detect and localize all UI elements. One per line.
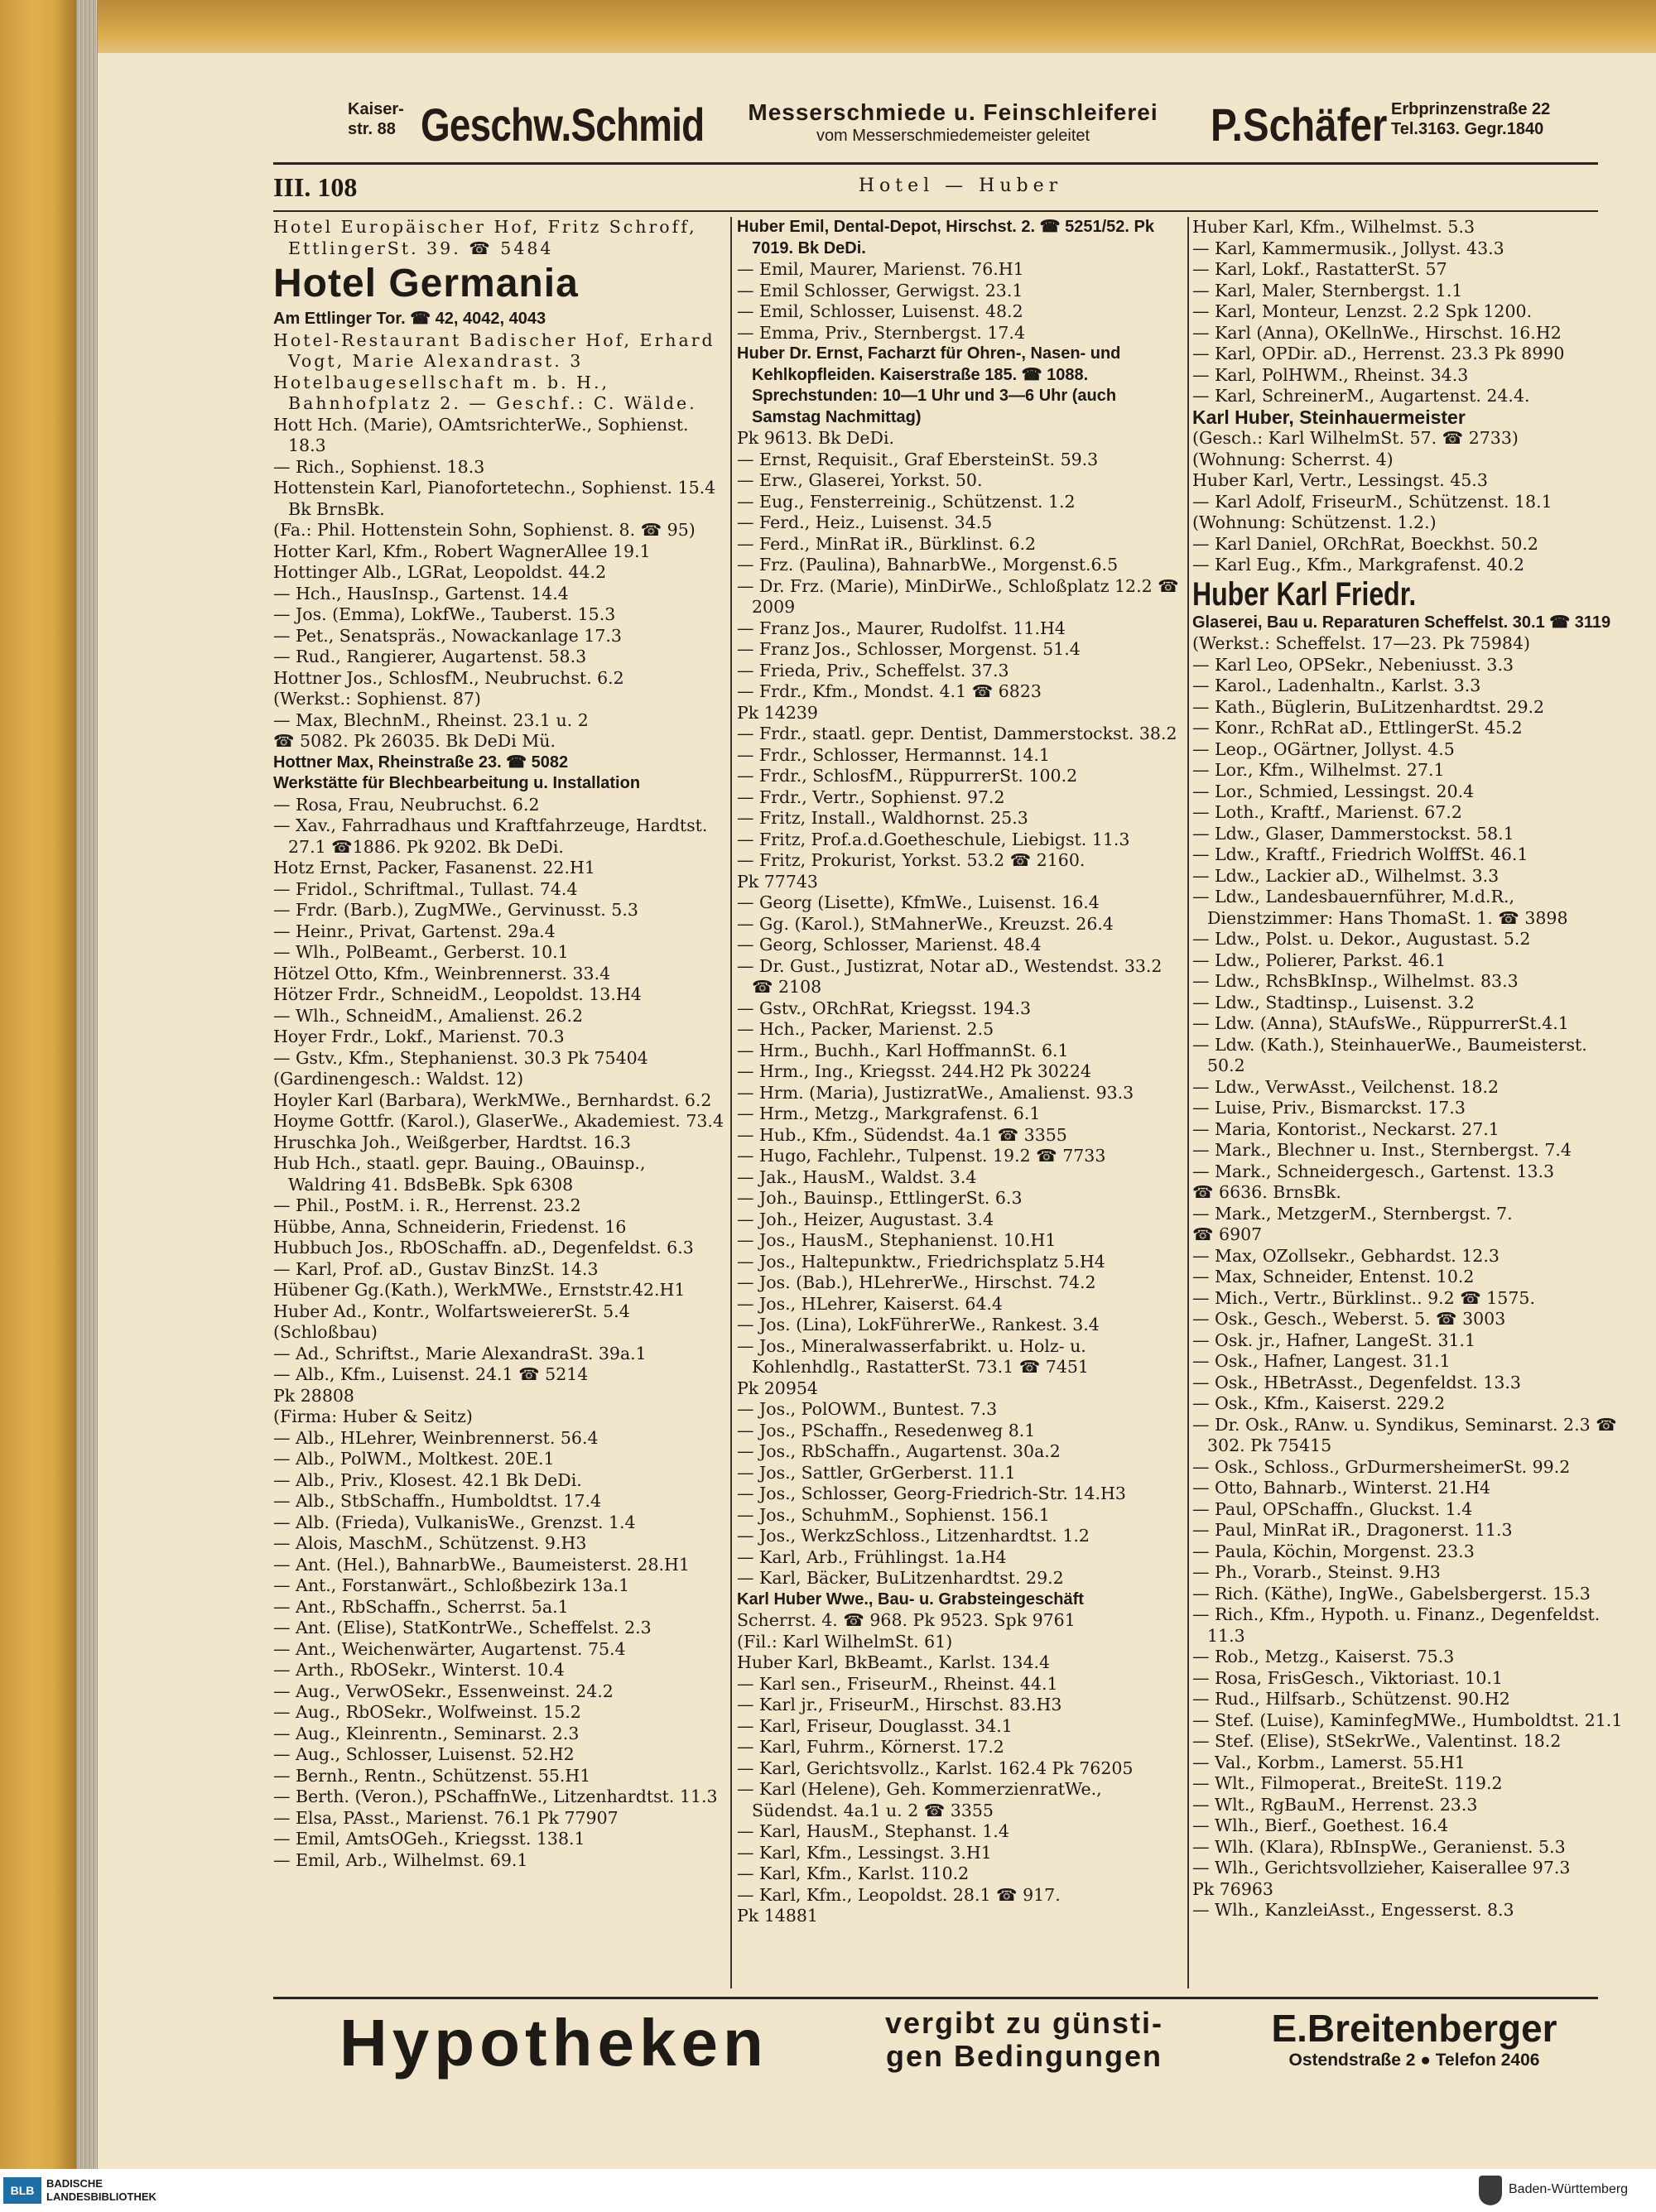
directory-entry: Hotel-Restaurant Badischer Hof, Erhard Vogt, Marie Alexandrast. 3 <box>273 329 715 371</box>
directory-entry: ☎ 6636. BrnsBk. <box>1192 1182 1341 1202</box>
directory-entry: — Hrm., Buchh., Karl HoffmannSt. 6.1 <box>737 1040 1069 1060</box>
directory-entry: (Schloßbau) <box>273 1322 378 1342</box>
directory-entry: — Georg, Schlosser, Marienst. 48.4 <box>737 935 1042 955</box>
directory-entry: Hottinger Alb., LGRat, Leopoldst. 44.2 <box>273 562 607 582</box>
directory-entry: — Karl (Anna), OKellnWe., Hirschst. 16.H2 <box>1192 322 1562 343</box>
directory-entry: — Loth., Kraftf., Marienst. 67.2 <box>1192 802 1462 822</box>
directory-entry: — Karl Adolf, FriseurM., Schützenst. 18.1 <box>1192 491 1552 512</box>
directory-entry: — Aug., RbOSekr., Wolfweinst. 15.2 <box>273 1702 581 1722</box>
book-binding <box>0 0 76 2169</box>
directory-entry: Karl Huber Wwe., Bau- u. Grabsteingeschäft <box>737 1589 1084 1609</box>
directory-entry: — Paul, MinRat iR., Dragonerst. 11.3 <box>1192 1520 1513 1540</box>
directory-entry: (Gesch.: Karl WilhelmSt. 57. ☎ 2733) <box>1192 428 1519 448</box>
directory-entry: — Osk., HBetrAsst., Degenfeldst. 13.3 <box>1192 1372 1521 1392</box>
running-head-rule <box>273 210 1598 212</box>
directory-entry: — Karl, Bäcker, BuLitzenhardtst. 29.2 <box>737 1568 1064 1588</box>
directory-entry: — Jos., SchuhmM., Sophienst. 156.1 <box>737 1504 1050 1525</box>
ad-hypotheken-terms: vergibt zu günsti- gen Bedingungen <box>885 2006 1163 2073</box>
directory-entry: — Fritz, Install., Waldhornst. 25.3 <box>737 808 1028 828</box>
directory-entry: — Lor., Kfm., Wilhelmst. 27.1 <box>1192 760 1445 780</box>
directory-entry: — Val., Korbm., Lamerst. 55.H1 <box>1192 1752 1466 1772</box>
directory-entry: — Rob., Metzg., Kaiserst. 75.3 <box>1192 1647 1455 1666</box>
page-top-strip <box>98 0 1656 53</box>
baden-wuerttemberg-label: Baden-Württemberg <box>1509 2182 1629 2196</box>
directory-entry: — Alb. (Frieda), VulkanisWe., Grenzst. 1.4 <box>273 1512 636 1532</box>
directory-entry: — Jos., PolOWM., Buntest. 7.3 <box>737 1399 998 1419</box>
directory-entry: — Frdr., SchlosfM., RüppurrerSt. 100.2 <box>737 766 1078 786</box>
directory-entry: — Karl Leo, OPSekr., Nebeniusst. 3.3 <box>1192 654 1514 675</box>
directory-entry: — Karl, HausM., Stephanst. 1.4 <box>737 1821 1009 1841</box>
directory-entry: — Rosa, FrisGesch., Viktoriast. 10.1 <box>1192 1667 1503 1688</box>
directory-entry: — Jos., Mineralwasserfabrikt. u. Holz- u. Kohlenhdlg., RastatterSt. 73.1 ☎ 7451 <box>737 1335 1089 1377</box>
directory-entry: — Karl, Lokf., RastatterSt. 57 <box>1192 259 1447 279</box>
directory-entry: Hoyer Frdr., Lokf., Marienst. 70.3 <box>273 1027 565 1046</box>
ad-breitenberger-address: Ostendstraße 2 ● Telefon 2406 <box>1288 2051 1540 2070</box>
directory-entry: Pk 20954 <box>737 1378 818 1398</box>
ad-p-schaefer: P.Schäfer <box>1211 99 1388 151</box>
directory-entry: — Ant., Weichenwärter, Augartenst. 75.4 <box>273 1638 626 1659</box>
directory-entry: — Karl, Fuhrm., Körnerst. 17.2 <box>737 1737 1004 1757</box>
directory-entry: Hotel Europäischer Hof, Fritz Schroff, EttlingerSt. 39. ☎ 5484 <box>273 217 697 258</box>
directory-entry: — Ldw., Kraftf., Friedrich WolffSt. 46.1 <box>1192 844 1528 864</box>
directory-entry: — Rosa, Frau, Neubruchst. 6.2 <box>273 794 540 815</box>
directory-entry: Huber Karl, Vertr., Lessingst. 45.3 <box>1192 470 1488 490</box>
directory-entry: — Wlh., Gerichtsvollzieher, Kaiserallee 97.3 <box>1192 1858 1571 1878</box>
directory-entry: ☎ 6907 <box>1192 1224 1263 1244</box>
directory-entry: — Osk. jr., Hafner, LangeSt. 31.1 <box>1192 1330 1476 1350</box>
directory-entry: — Karl jr., FriseurM., Hirschst. 83.H3 <box>737 1695 1062 1714</box>
directory-entry: — Wlt., Filmoperat., BreiteSt. 119.2 <box>1192 1773 1503 1793</box>
ad-geschw-schmid: Geschw.Schmid <box>421 99 705 151</box>
directory-entry: — Ad., Schriftst., Marie AlexandraSt. 39a.1 <box>273 1343 647 1363</box>
directory-entry: — Ldw., Lackier aD., Wilhelmst. 3.3 <box>1192 865 1500 886</box>
directory-entry: — Ldw. (Kath.), SteinhauerWe., Baumeisterst. 50.2 <box>1192 1034 1587 1075</box>
column-divider <box>1187 217 1189 1988</box>
directory-entry: Pk 9613. Bk DeDi. <box>737 428 895 448</box>
directory-entry: — Karl, Friseur, Douglasst. 34.1 <box>737 1715 1013 1736</box>
directory-entry: — Karl sen., FriseurM., Rheinst. 44.1 <box>737 1673 1058 1694</box>
directory-entry: — Wlt., RgBauM., Herrenst. 23.3 <box>1192 1794 1478 1815</box>
directory-entry: Huber Karl Friedr. <box>1192 575 1417 613</box>
directory-entry: — Emil Schlosser, Gerwigst. 23.1 <box>737 280 1023 301</box>
directory-entry: — Mark., MetzgerM., Sternbergst. 7. <box>1192 1203 1513 1224</box>
directory-entry: — Karl, Arb., Frühlingst. 1a.H4 <box>737 1546 1007 1567</box>
directory-entry: Huber Karl, BkBeamt., Karlst. 134.4 <box>737 1652 1051 1672</box>
directory-entry: Hübbe, Anna, Schneiderin, Friedenst. 16 <box>273 1216 627 1237</box>
directory-entry: — Luise, Priv., Bismarckst. 17.3 <box>1192 1098 1466 1118</box>
directory-entry: Huber Dr. Ernst, Facharzt für Ohren-, Nasen- und Kehlkopfleiden. Kaiserstraße 185. ☎ 1088. Sprechstunden: 10—1 Uhr und 3—6 Uhr (auch Samstag Nachmittag) <box>737 344 1121 426</box>
directory-entry: — Ldw. (Anna), StAufsWe., RüppurrerSt.4.1 <box>1192 1013 1569 1033</box>
directory-entry: — Phil., PostM. i. R., Herrenst. 23.2 <box>273 1195 581 1215</box>
directory-entry: — Maria, Kontorist., Neckarst. 27.1 <box>1192 1118 1500 1139</box>
directory-entry: — Gstv., ORchRat, Kriegsst. 194.3 <box>737 998 1032 1018</box>
directory-entry: Hotelbaugesellschaft m. b. H., Bahnhofplatz 2. — Geschf.: C. Wälde. <box>273 372 697 413</box>
directory-entry: — Emil, Schlosser, Luisenst. 48.2 <box>737 301 1023 321</box>
directory-entry: — Rud., Hilfsarb., Schützenst. 90.H2 <box>1192 1689 1510 1709</box>
digitization-footer <box>0 2169 1656 2212</box>
directory-entry: — Fritz, Prokurist, Yorkst. 53.2 ☎ 2160. <box>737 850 1086 870</box>
directory-entry: — Hrm. (Maria), JustizratWe., Amalienst. 93.3 <box>737 1082 1134 1103</box>
directory-entry: — Ernst, Requisit., Graf EbersteinSt. 59.3 <box>737 449 1099 469</box>
ad-kaiser-address: Kaiser- str. 88 <box>348 100 404 138</box>
directory-entry: — Lor., Schmied, Lessingst. 20.4 <box>1192 781 1475 801</box>
directory-entry: — Rich., Kfm., Hypoth. u. Finanz., Degenfeldst. 11.3 <box>1192 1604 1601 1646</box>
directory-entry: Hottner Max, Rheinstraße 23. ☎ 5082 <box>273 753 569 772</box>
directory-entry: — Dr. Gust., Justizrat, Notar aD., Westendst. 33.2 ☎ 2108 <box>737 955 1163 997</box>
directory-entry: — Osk., Hafner, Langest. 31.1 <box>1192 1351 1451 1371</box>
directory-entry: — Frdr., Vertr., Sophienst. 97.2 <box>737 786 1005 807</box>
ad-messer-subtitle: vom Messerschmiedemeister geleitet <box>816 127 1090 145</box>
directory-entry: — Xav., Fahrradhaus und Kraftfahrzeuge, Hardtst. 27.1 ☎1886. Pk 9202. Bk DeDi. <box>273 815 708 857</box>
directory-entry: — Wlh., PolBeamt., Gerberst. 10.1 <box>273 942 569 962</box>
directory-entry: Hübener Gg.(Kath.), WerkMWe., Ernststr.42.H1 <box>273 1280 686 1300</box>
directory-entry: Hötzer Frdr., SchneidM., Leopoldst. 13.H4 <box>273 984 642 1004</box>
directory-entry: — Heinr., Privat, Gartenst. 29a.4 <box>273 921 556 941</box>
directory-entry: Hruschka Joh., Weißgerber, Hardtst. 16.3 <box>273 1132 631 1152</box>
directory-entry: — Franz Jos., Schlosser, Morgenst. 51.4 <box>737 639 1081 659</box>
directory-entry: — Elsa, PAsst., Marienst. 76.1 Pk 77907 <box>273 1807 619 1828</box>
directory-entry: — Berth. (Veron.), PSchaffnWe., Litzenhardtst. 11.3 <box>273 1786 718 1806</box>
directory-entry: — Ldw., Polst. u. Dekor., Augustast. 5.2 <box>1192 929 1531 949</box>
directory-entry: — Emil, Arb., Wilhelmst. 69.1 <box>273 1849 528 1870</box>
directory-entry: (Wohnung: Scherrst. 4) <box>1192 449 1394 469</box>
directory-entry: — Alois, MaschM., Schützenst. 9.H3 <box>273 1533 587 1553</box>
directory-entry: Karl Huber, Steinhauermeister <box>1192 406 1466 428</box>
directory-entry: — Bernh., Rentn., Schützenst. 55.H1 <box>273 1765 591 1786</box>
directory-entry: (Fil.: Karl WilhelmSt. 61) <box>737 1631 953 1652</box>
directory-entry: — Leop., OGärtner, Jollyst. 4.5 <box>1192 738 1455 759</box>
directory-entry: — Alb., HLehrer, Weinbrennerst. 56.4 <box>273 1427 599 1448</box>
directory-entry: — Ant., RbSchaffn., Scherrst. 5a.1 <box>273 1596 569 1617</box>
directory-entry: — Emil, AmtsOGeh., Kriegsst. 138.1 <box>273 1829 585 1849</box>
directory-entry: — Aug., VerwOSekr., Essenweinst. 24.2 <box>273 1681 614 1701</box>
directory-entry: — Osk., Gesch., Weberst. 5. ☎ 3003 <box>1192 1309 1506 1329</box>
directory-entry: — Jos. (Lina), LokFührerWe., Rankest. 3.4 <box>737 1315 1100 1334</box>
directory-entry: — Max, BlechnM., Rheinst. 23.1 u. 2 <box>273 709 589 730</box>
running-head: Hotel — Huber <box>858 176 1063 196</box>
directory-entry: — Wlh., KanzleiAsst., Engesserst. 8.3 <box>1192 1900 1514 1920</box>
directory-entry: — Stef. (Elise), StSekrWe., Valentinst. 18.2 <box>1192 1731 1562 1751</box>
ad-erbprinzen-address: Erbprinzenstraße 22 Tel.3163. Gegr.1840 <box>1391 100 1551 138</box>
directory-entry: — Joh., Heizer, Augustast. 3.4 <box>737 1209 994 1229</box>
directory-entry: — Max, Schneider, Entenst. 10.2 <box>1192 1267 1475 1286</box>
directory-entry: — Osk., Kfm., Kaiserst. 229.2 <box>1192 1393 1446 1413</box>
directory-entry: — Jos., HLehrer, Kaiserst. 64.4 <box>737 1293 1003 1314</box>
directory-entry: — Rich. (Käthe), IngWe., Gabelsbergerst. 15.3 <box>1192 1583 1591 1604</box>
directory-entry: — Wlh., SchneidM., Amalienst. 26.2 <box>273 1005 584 1026</box>
directory-entry: — Jos. (Emma), LokfWe., Tauberst. 15.3 <box>273 604 616 624</box>
directory-entry: — Karl, Prof. aD., Gustav BinzSt. 14.3 <box>273 1258 599 1279</box>
directory-entry: Hötzel Otto, Kfm., Weinbrennerst. 33.4 <box>273 963 611 983</box>
directory-entry: Hotel Germania <box>273 262 579 305</box>
directory-entry: — Ldw., Polierer, Parkst. 46.1 <box>1192 950 1447 970</box>
directory-entry: — Frdr. (Barb.), ZugMWe., Gervinusst. 5.3 <box>273 900 638 920</box>
directory-entry: — Karl Daniel, ORchRat, Boeckhst. 50.2 <box>1192 533 1538 554</box>
directory-entry: — Hrm., Ing., Kriegsst. 244.H2 Pk 30224 <box>737 1061 1091 1081</box>
directory-entry: — Karl, Monteur, Lenzst. 2.2 Spk 1200. <box>1192 301 1533 321</box>
directory-entry: — Ant. (Elise), StatKontrWe., Scheffelst. 2.3 <box>273 1618 652 1637</box>
ad-breitenberger-name: E.Breitenberger <box>1271 2007 1557 2050</box>
ad-messerschmiede <box>705 99 1201 151</box>
directory-entry: — Ant. (Hel.), BahnarbWe., Baumeisterst. 28.H1 <box>273 1554 690 1575</box>
directory-entry: — Ldw., Stadtinsp., Luisenst. 3.2 <box>1192 992 1475 1012</box>
directory-entry: — Frieda, Priv., Scheffelst. 37.3 <box>737 660 1009 680</box>
directory-entry: — Dr. Frz. (Marie), MinDirWe., Schloßplatz 12.2 ☎ 2009 <box>737 575 1179 617</box>
directory-entry: — Wlh. (Klara), RbInspWe., Geranienst. 5.3 <box>1192 1836 1566 1857</box>
directory-entry: — Frz. (Paulina), BahnarbWe., Morgenst.6.5 <box>737 555 1119 575</box>
directory-entry: Glaserei, Bau u. Reparaturen Scheffelst. 30.1 ☎ 3119 <box>1192 613 1611 632</box>
directory-entry: — Mich., Vertr., Bürklinst.. 9.2 ☎ 1575. <box>1192 1287 1535 1308</box>
directory-entry: — Ferd., Heiz., Luisenst. 34.5 <box>737 512 993 532</box>
directory-entry: — Hch., Packer, Marienst. 2.5 <box>737 1019 994 1039</box>
directory-entry: — Jak., HausM., Waldst. 3.4 <box>737 1166 977 1187</box>
directory-entry: — Hrm., Metzg., Markgrafenst. 6.1 <box>737 1104 1041 1123</box>
directory-entry: — Jos., PSchaffn., Resedenweg 8.1 <box>737 1420 1036 1440</box>
directory-entry: — Karl, Kfm., Lessingst. 3.H1 <box>737 1842 992 1863</box>
directory-entry: — Paula, Köchin, Morgenst. 23.3 <box>1192 1541 1475 1561</box>
directory-entry: — Karl, OPDir. aD., Herrenst. 23.3 Pk 8990 <box>1192 344 1565 363</box>
directory-entry: — Jos. (Bab.), HLehrerWe., Hirschst. 74.2 <box>737 1272 1096 1292</box>
directory-entry: — Frdr., staatl. gepr. Dentist, Dammerstockst. 38.2 <box>737 724 1177 743</box>
directory-entry: — Arth., RbOSekr., Winterst. 10.4 <box>273 1660 565 1680</box>
directory-entry: Am Ettlinger Tor. ☎ 42, 4042, 4043 <box>273 310 546 328</box>
directory-entry: Huber Ad., Kontr., WolfartsweiererSt. 5.4 <box>273 1301 630 1321</box>
directory-entry: (Firma: Huber & Seitz) <box>273 1407 473 1426</box>
directory-entry: — Mark., Blechner u. Inst., Sternbergst. 7.4 <box>1192 1140 1572 1160</box>
directory-column-1 <box>273 217 727 1988</box>
directory-entry: — Pet., Senatspräs., Nowackanlage 17.3 <box>273 625 622 646</box>
directory-entry: — Gstv., Kfm., Stephanienst. 30.3 Pk 75404 <box>273 1047 648 1068</box>
directory-entry: — Karl, SchreinerM., Augartenst. 24.4. <box>1192 386 1530 406</box>
directory-entry: — Stef. (Luise), KaminfegMWe., Humboldtst. 21.1 <box>1192 1709 1623 1730</box>
directory-entry: Huber Karl, Kfm., Wilhelmst. 5.3 <box>1192 217 1475 237</box>
directory-entry: — Mark., Schneidergesch., Gartenst. 13.3 <box>1192 1161 1555 1181</box>
directory-entry: — Jos., WerkzSchloss., Litzenhardtst. 1.2 <box>737 1526 1090 1546</box>
directory-entry: — Jos., Sattler, GrGerberst. 11.1 <box>737 1462 1016 1483</box>
directory-entry: — Ferd., MinRat iR., Bürklinst. 6.2 <box>737 533 1037 554</box>
footer-rule <box>273 1997 1598 1999</box>
directory-entry: — Fritz, Prof.a.d.Goetheschule, Liebigst. 11.3 <box>737 829 1130 849</box>
directory-entry: (Werkst.: Scheffelst. 17—23. Pk 75984) <box>1192 633 1530 653</box>
directory-entry: Scherrst. 4. ☎ 968. Pk 9523. Spk 9761 <box>737 1610 1076 1630</box>
directory-entry: ☎ 5082. Pk 26035. Bk DeDi Mü. <box>273 731 556 751</box>
directory-entry: — Jos., Haltepunktw., Friedrichsplatz 5.H4 <box>737 1251 1105 1272</box>
directory-entry: — Frdr., Kfm., Mondst. 4.1 ☎ 6823 <box>737 681 1042 701</box>
directory-entry: — Dr. Osk., RAnw. u. Syndikus, Seminarst. 2.3 ☎ 302. Pk 75415 <box>1192 1414 1617 1455</box>
directory-entry: — Hch., HausInsp., Gartenst. 14.4 <box>273 583 569 603</box>
directory-entry: — Ph., Vorarb., Steinst. 9.H3 <box>1192 1562 1441 1582</box>
directory-entry: — Hub., Kfm., Südendst. 4a.1 ☎ 3355 <box>737 1124 1067 1145</box>
directory-entry: Hubbuch Jos., RbOSchaffn. aD., Degenfeldst. 6.3 <box>273 1238 694 1257</box>
directory-entry: — Karol., Ladenhaltn., Karlst. 3.3 <box>1192 676 1481 695</box>
directory-entry: — Karl, Kfm., Karlst. 110.2 <box>737 1863 970 1883</box>
directory-entry: — Konr., RchRat aD., EttlingerSt. 45.2 <box>1192 718 1523 738</box>
directory-entry: — Karl, Kammermusik., Jollyst. 43.3 <box>1192 238 1504 258</box>
directory-entry: — Karl, Kfm., Leopoldst. 28.1 ☎ 917. <box>737 1884 1061 1905</box>
baden-wuerttemberg-emblem-icon <box>1479 2176 1502 2205</box>
directory-entry: — Alb., PolWM., Moltkest. 20E.1 <box>273 1449 555 1469</box>
directory-entry: — Alb., Priv., Klosest. 42.1 Bk DeDi. <box>273 1469 582 1490</box>
directory-entry: (Gardinengesch.: Waldst. 12) <box>273 1069 524 1089</box>
directory-entry: Pk 76963 <box>1192 1878 1273 1899</box>
directory-entry: — Kath., Büglerin, BuLitzenhardtst. 29.2 <box>1192 696 1545 717</box>
directory-entry: — Osk., Schloss., GrDurmersheimerSt. 99.2 <box>1192 1456 1571 1477</box>
directory-entry: Huber Emil, Dental-Depot, Hirschst. 2. ☎ 5251/52. Pk 7019. Bk DeDi. <box>737 218 1154 257</box>
directory-entry: — Joh., Bauinsp., EttlingerSt. 6.3 <box>737 1188 1023 1208</box>
directory-entry: Hub Hch., staatl. gepr. Bauing., OBauinsp., Waldring 41. BdsBeBk. Spk 6308 <box>273 1153 646 1195</box>
directory-entry: — Alb., StbSchaffn., Humboldtst. 17.4 <box>273 1491 602 1511</box>
directory-entry: Hott Hch. (Marie), OAmtsrichterWe., Sophienst. 18.3 <box>273 414 689 455</box>
directory-entry: Hoyme Gottfr. (Karol.), GlaserWe., Akademiest. 73.4 <box>273 1111 724 1131</box>
directory-entry: — Ldw., VerwAsst., Veilchenst. 18.2 <box>1192 1076 1500 1097</box>
directory-entry: — Rich., Sophienst. 18.3 <box>273 456 485 477</box>
directory-entry: — Jos., Schlosser, Georg-Friedrich-Str. 14.H3 <box>737 1483 1126 1503</box>
directory-entry: — Karl (Helene), Geh. KommerzienratWe., Südendst. 4a.1 u. 2 ☎ 3355 <box>737 1779 1102 1820</box>
directory-entry: (Wohnung: Schützenst. 1.2.) <box>1192 512 1437 532</box>
directory-entry: — Gg. (Karol.), StMahnerWe., Kreuzst. 26.4 <box>737 913 1114 934</box>
directory-entry: Hottenstein Karl, Pianofortetechn., Sophienst. 15.4 Bk BrnsBk. <box>273 478 716 519</box>
directory-entry: Hottner Jos., SchlosfM., Neubruchst. 6.2 <box>273 667 624 688</box>
column-divider <box>730 217 732 1988</box>
directory-entry: — Jos., RbSchaffn., Augartenst. 30a.2 <box>737 1441 1061 1461</box>
ad-hypotheken: Hypotheken <box>339 2006 768 2080</box>
directory-entry: — Alb., Kfm., Luisenst. 24.1 ☎ 5214 <box>273 1364 589 1384</box>
directory-entry: Hotter Karl, Kfm., Robert WagnerAllee 19.1 <box>273 541 651 561</box>
ad-messer-title: Messerschmiede u. Feinschleiferei <box>748 99 1158 125</box>
directory-entry: — Eug., Fensterreinig., Schützenst. 1.2 <box>737 491 1076 512</box>
ad-breitenberger <box>1224 2007 1605 2071</box>
directory-entry: — Rud., Rangierer, Augartenst. 58.3 <box>273 647 587 666</box>
directory-entry: — Ant., Forstanwärt., Schloßbezirk 13a.1 <box>273 1575 630 1595</box>
directory-entry: — Aug., Kleinrentn., Seminarst. 2.3 <box>273 1723 580 1743</box>
directory-column-2 <box>737 217 1184 1988</box>
directory-entry: — Ldw., Glaser, Dammerstockst. 58.1 <box>1192 823 1514 844</box>
blb-name: BADISCHE LANDESBIBLIOTHEK <box>46 2177 156 2203</box>
directory-entry: — Jos., HausM., Stephanienst. 10.H1 <box>737 1230 1057 1250</box>
directory-entry: — Karl Eug., Kfm., Markgrafenst. 40.2 <box>1192 555 1525 575</box>
directory-entry: — Otto, Bahnarb., Winterst. 21.H4 <box>1192 1478 1491 1498</box>
directory-entry: — Erw., Glaserei, Yorkst. 50. <box>737 470 983 490</box>
header-rule <box>273 162 1598 165</box>
directory-entry: — Wlh., Bierf., Goethest. 16.4 <box>1192 1815 1449 1835</box>
directory-entry: Werkstätte für Blechbearbeitung u. Installation <box>273 774 641 792</box>
page-edge <box>76 0 98 2169</box>
directory-entry: — Emil, Maurer, Marienst. 76.H1 <box>737 259 1024 279</box>
directory-entry: Hoyler Karl (Barbara), WerkMWe., Bernhardst. 6.2 <box>273 1089 712 1110</box>
directory-entry: — Aug., Schlosser, Luisenst. 52.H2 <box>273 1744 575 1764</box>
directory-entry: — Karl, Maler, Sternbergst. 1.1 <box>1192 280 1463 301</box>
directory-entry: Pk 14881 <box>737 1906 818 1926</box>
directory-column-3 <box>1192 217 1623 1988</box>
directory-entry: — Emma, Priv., Sternbergst. 17.4 <box>737 322 1025 343</box>
directory-entry: Pk 14239 <box>737 702 818 723</box>
directory-entry: — Paul, OPSchaffn., Gluckst. 1.4 <box>1192 1498 1473 1519</box>
page-number: III. 108 <box>273 172 358 202</box>
directory-entry: Pk 28808 <box>273 1385 354 1406</box>
directory-entry: Pk 77743 <box>737 871 818 892</box>
directory-entry: Hotz Ernst, Packer, Fasanenst. 22.H1 <box>273 858 595 878</box>
directory-entry: — Ldw., Landesbauernführer, M.d.R., Dienstzimmer: Hans ThomaSt. 1. ☎ 3898 <box>1192 887 1568 928</box>
directory-entry: (Werkst.: Sophienst. 87) <box>273 689 481 709</box>
directory-entry: — Ldw., RchsBkInsp., Wilhelmst. 83.3 <box>1192 971 1519 991</box>
directory-entry: — Hugo, Fachlehr., Tulpenst. 19.2 ☎ 7733 <box>737 1146 1106 1166</box>
directory-entry: — Max, OZollsekr., Gebhardst. 12.3 <box>1192 1245 1500 1266</box>
directory-entry: — Franz Jos., Maurer, Rudolfst. 11.H4 <box>737 618 1066 638</box>
directory-entry: — Frdr., Schlosser, Hermannst. 14.1 <box>737 744 1050 765</box>
directory-entry: — Georg (Lisette), KfmWe., Luisenst. 16.4 <box>737 892 1100 912</box>
directory-entry: — Fridol., Schriftmal., Tullast. 74.4 <box>273 878 578 899</box>
directory-entry: — Karl, PolHWM., Rheinst. 34.3 <box>1192 364 1469 385</box>
directory-entry: — Karl, Gerichtsvollz., Karlst. 162.4 Pk 76205 <box>737 1758 1134 1778</box>
blb-logo-icon: BLB <box>3 2177 41 2204</box>
directory-entry: (Fa.: Phil. Hottenstein Sohn, Sophienst. 8. ☎ 95) <box>273 520 696 540</box>
